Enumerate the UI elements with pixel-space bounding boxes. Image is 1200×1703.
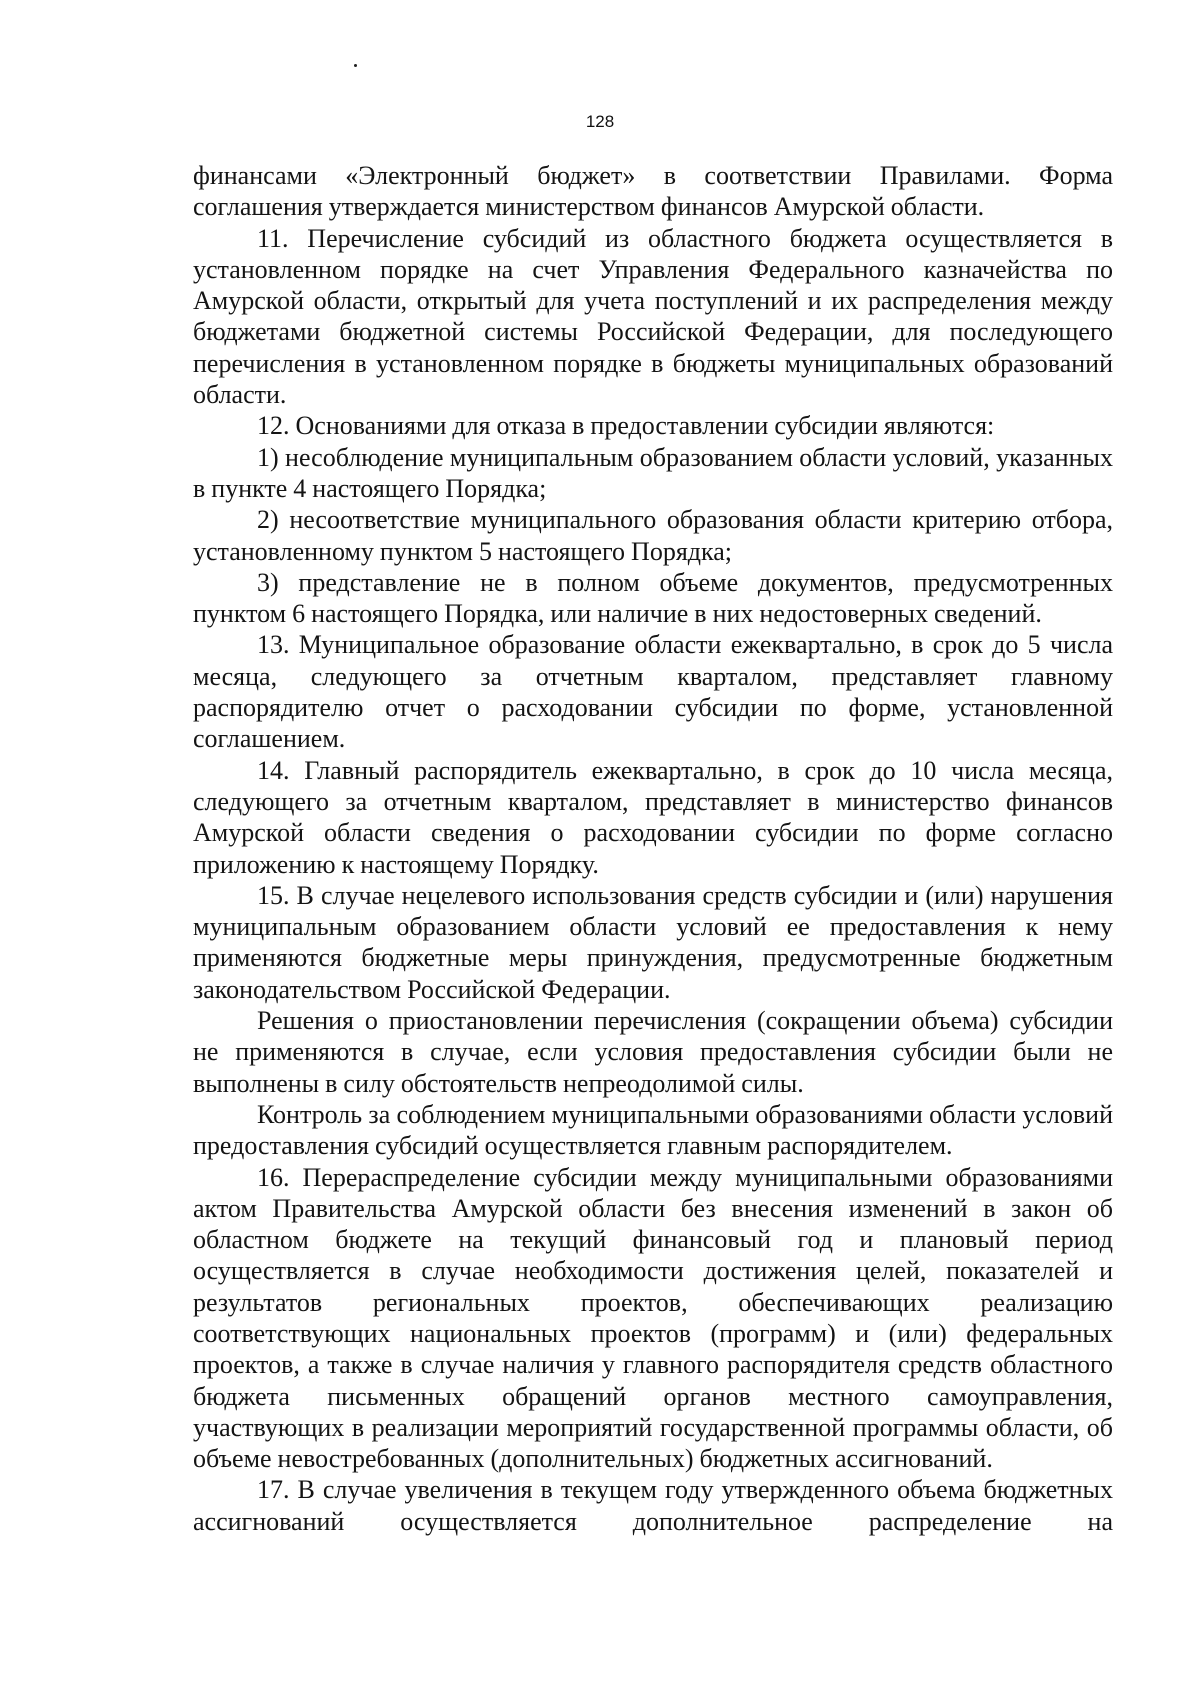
paragraph-item-12: 12. Основаниями для отказа в предоставлении субсидии являются: xyxy=(257,411,995,441)
paragraph-item-17: 17. В случае увеличения в текущем году утвержденного объема бюджетных ассигнований осуществляется дополнительное распределение на xyxy=(193,1475,1113,1536)
paragraph-item-13: 13. Муниципальное образование области ежеквартально, в срок до 5 числа месяца, следующего за отчетным кварталом, представляет главному распорядителю отчет о расходовании субсидии по форме, установленной соглашением. xyxy=(193,630,1113,754)
document-body xyxy=(193,160,1113,1537)
paragraph-continuation: финансами «Электронный бюджет» в соответствии Правилами. Форма соглашения утверждается министерством финансов Амурской области. xyxy=(193,161,1113,222)
page-number: 128 xyxy=(585,112,615,131)
paragraph-suspension-decisions: Решения о приостановлении перечисления (сокращении объема) субсидии не применяются в случае, если условия предоставления субсидии были не выполнены в силу обстоятельств непреодолимой силы. xyxy=(193,1006,1113,1098)
paragraph-item-15: 15. В случае нецелевого использования средств субсидии и (или) нарушения муниципальным образованием области условий ее предоставления к нему применяются бюджетные меры принуждения, предусмотренные бюджетным законодательством Российской Федерации. xyxy=(193,880,1113,1004)
paragraph-subitem-2: 2) несоответствие муниципального образования области критерию отбора, установленному пунктом 5 настоящего Порядка; xyxy=(193,505,1113,566)
paragraph-subitem-3: 3) представление не в полном объеме документов, предусмотренных пунктом 6 настоящего Порядка, или наличие в них недостоверных сведений. xyxy=(193,567,1113,629)
paragraph-control: Контроль за соблюдением муниципальными образованиями области условий предоставления субсидий осуществляется главным распорядителем. xyxy=(193,1099,1113,1161)
paragraph-item-11: 11. Перечисление субсидий из областного бюджета осуществляется в установленном порядке на счет Управления Федерального казначейства по Амурской области, открытый для учета поступлений и их распределения между бюджетами бюджетной системы Российской Федерации, для последующего перечисления в установленном порядке в бюджеты муниципальных образований области. xyxy=(193,223,1113,410)
paragraph-subitem-1: 1) несоблюдение муниципальным образованием области условий, указанных в пункте 4 настоящего Порядка; xyxy=(193,442,1113,503)
paragraph-item-16: 16. Перераспределение субсидии между муниципальными образованиями актом Правительства Амурской области без внесения изменений в закон об областном бюджете на текущий финансовый год и плановый период осуществляется в случае необходимости достижения целей, показателей и результатов региональных проектов, обеспечивающих реализацию соответствующих национальных проектов (программ) и (или) федеральных проектов, а также в случае наличия у главного распорядителя средств областного бюджета письменных обращений органов местного самоуправления, участвующих в реализации мероприятий государственной программы области, об объеме невостребованных (дополнительных) бюджетных ассигнований. xyxy=(193,1162,1113,1474)
paragraph-item-14: 14. Главный распорядитель ежеквартально, в срок до 10 числа месяца, следующего за отчетным кварталом, представляет в министерство финансов Амурской области сведения о расходовании субсидии по форме согласно приложению к настоящему Порядку. xyxy=(193,755,1113,879)
scan-speck xyxy=(354,64,357,67)
